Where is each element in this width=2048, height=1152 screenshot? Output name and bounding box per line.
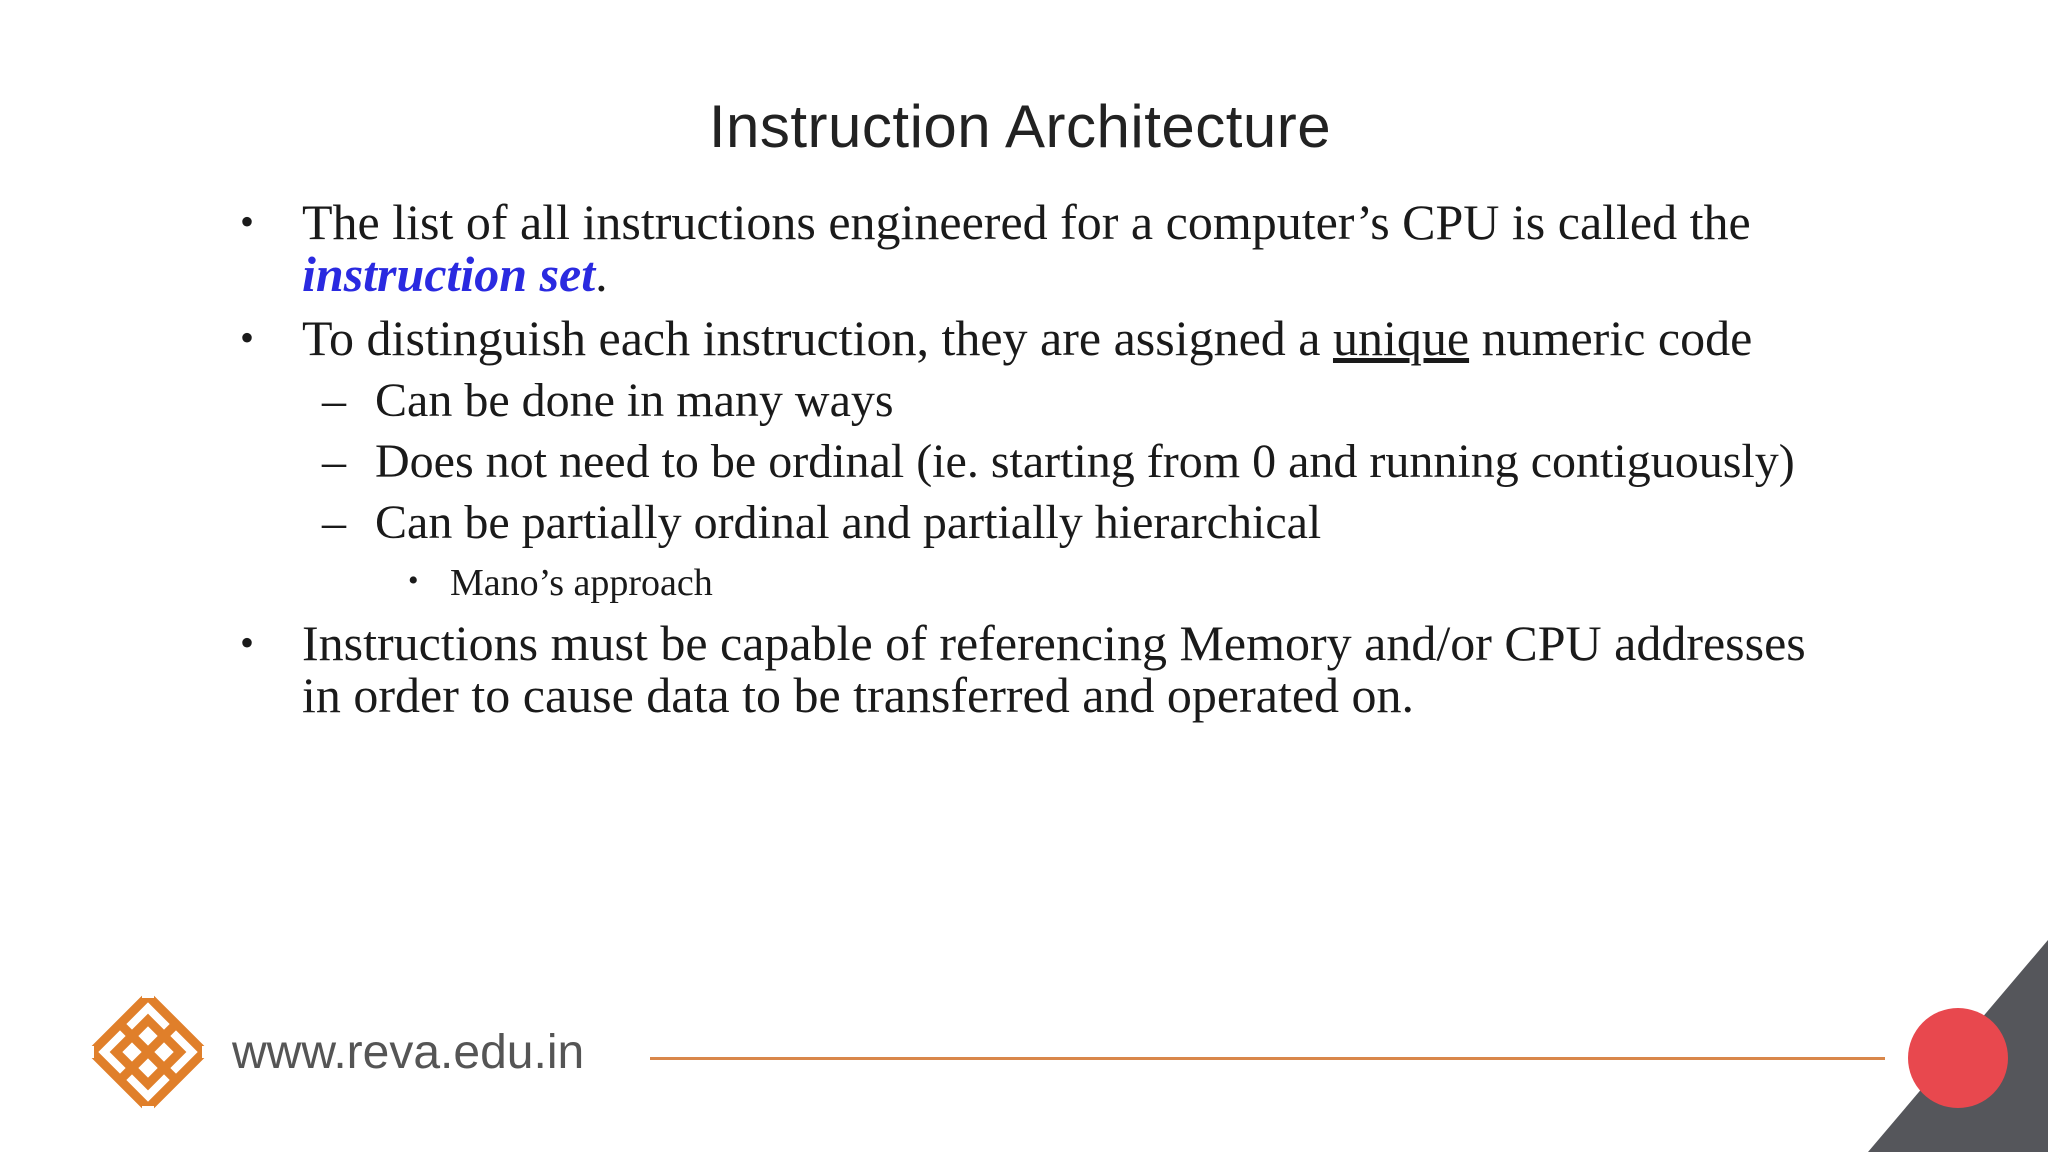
bullet-text-end: numeric code (1469, 310, 1753, 366)
bullet-marker: • (240, 620, 255, 665)
footer-divider-line (650, 1057, 1885, 1060)
slide-title: Instruction Architecture (708, 93, 1332, 160)
sub-bullet-marker: – (322, 374, 346, 427)
bullet-3 (240, 617, 1840, 721)
bullet-2 (240, 312, 1840, 364)
sub-bullet-3 (240, 498, 1840, 548)
sub-bullet-marker: – (322, 435, 346, 488)
sub-sub-bullet-marker: • (408, 564, 419, 597)
underlined-term: unique (1332, 310, 1470, 366)
sub-sub-bullet-1 (240, 559, 1840, 607)
bullet-text: To distinguish each instruction, they are assigned a (302, 310, 1333, 366)
bullet-text: Instructions must be capable of referencing Memory and/or CPU addresses in order to cause data to be transferred and operated on. (302, 615, 1806, 723)
sub-bullet-2 (240, 437, 1840, 487)
highlight-term: instruction set (302, 246, 596, 302)
bullet-text: The list of all instructions engineered for a computer’s CPU is called the (302, 194, 1751, 250)
bullet-1 (240, 196, 1840, 300)
bullet-marker: • (240, 199, 255, 244)
slide-content (240, 196, 1840, 733)
footer-website-url[interactable]: www.reva.edu.in (232, 1026, 585, 1079)
bullet-text-end: . (595, 246, 608, 302)
corner-circle-decoration (1908, 1008, 2008, 1108)
sub-bullet-text: Can be partially ordinal and partially hierarchical (375, 496, 1322, 549)
sub-sub-bullet-text: Mano’s approach (450, 562, 713, 604)
sub-bullet-text: Does not need to be ordinal (ie. starting from 0 and running contiguously) (375, 435, 1795, 488)
reva-knot-logo-icon (86, 990, 210, 1114)
sub-bullet-marker: – (322, 496, 346, 549)
bullet-marker: • (240, 315, 255, 360)
sub-bullet-text: Can be done in many ways (375, 374, 894, 427)
sub-bullet-1 (240, 376, 1840, 426)
